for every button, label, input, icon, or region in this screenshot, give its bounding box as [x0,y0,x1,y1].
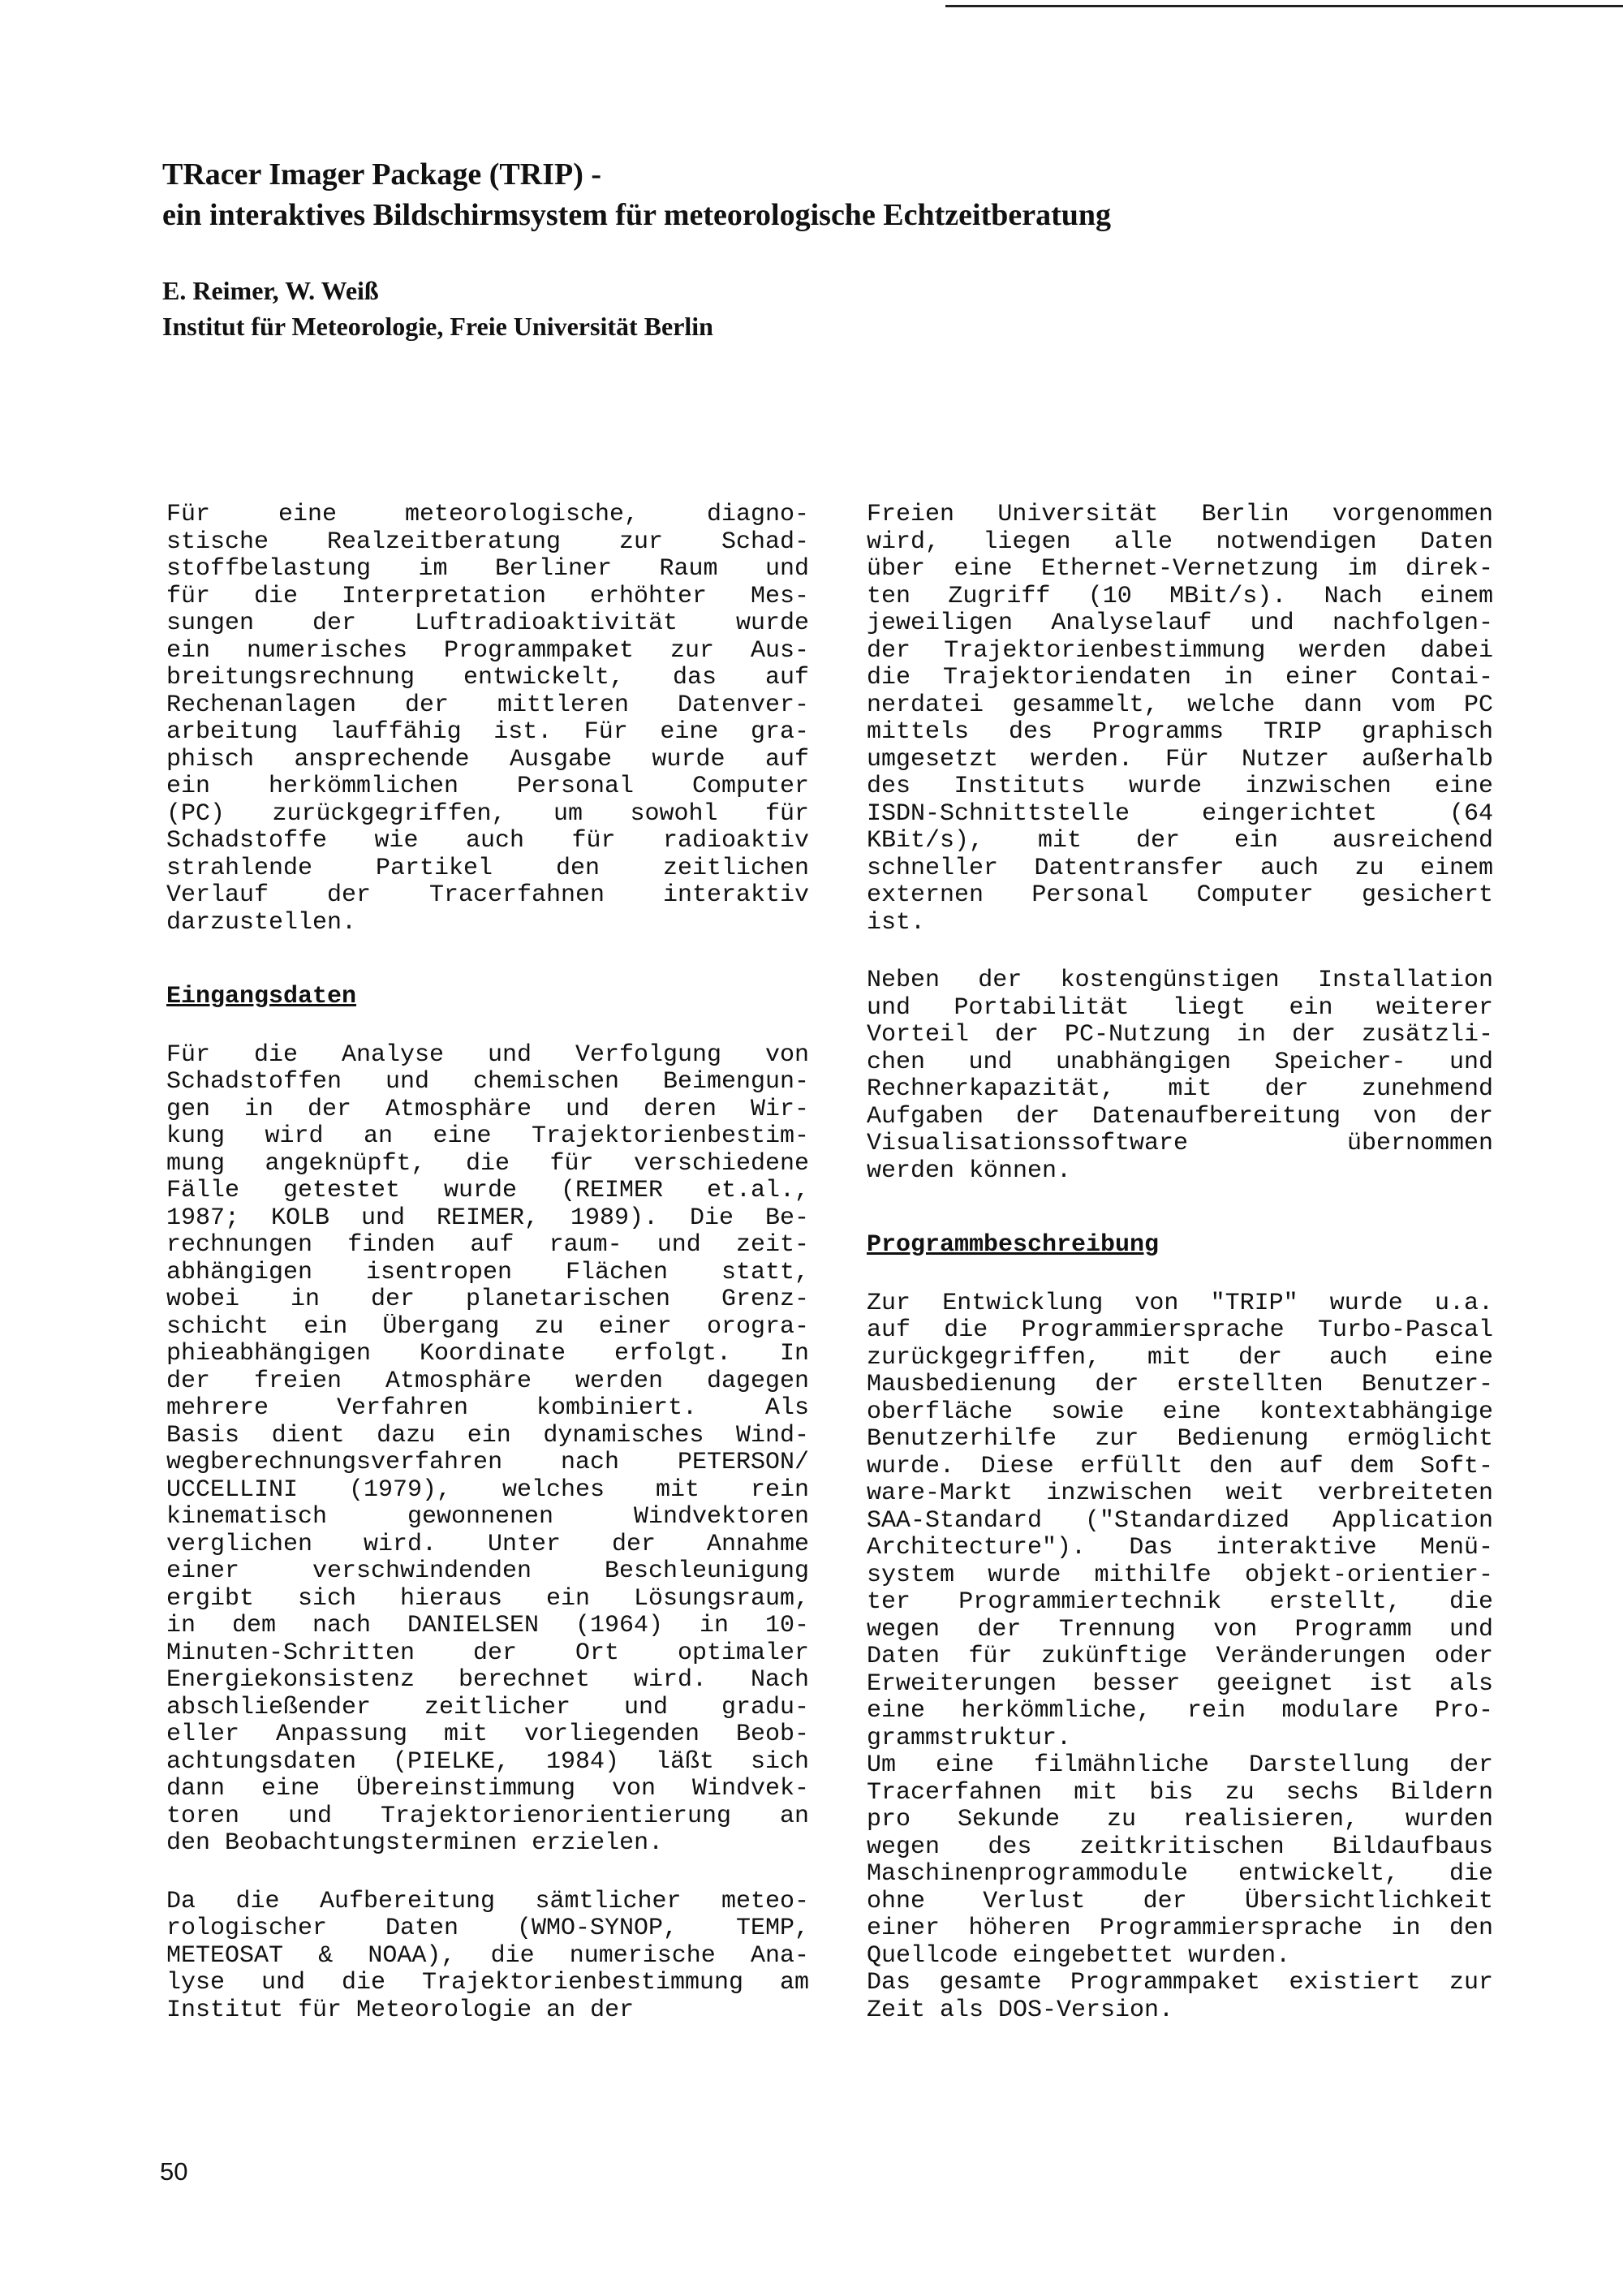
text-line: den Beobachtungsterminen erzielen. [166,1830,664,1857]
text-line: Verlauf der Tracerfahnen interaktiv [166,882,809,909]
text-line: abschließender zeitlicher und gradu- [166,1694,809,1721]
text-line: Für die Analyse und Verfolgung von [166,1041,809,1069]
paper-header [162,154,1501,344]
section-heading-eingangsdaten: Eingangsdaten [166,983,357,1010]
text-line: 1987; KOLB und REIMER, 1989). Die Be- [166,1204,809,1232]
text-line: ein numerisches Programmpaket zur Aus- [166,637,809,665]
text-line: Visualisationssoftware übernommen [867,1131,1493,1157]
text-line: Benutzerhilfe zur Bedienung ermöglicht [867,1426,1493,1453]
paragraph [867,967,1493,1185]
text-line: wegen der Trennung von Programm und [867,1616,1493,1643]
text-line: werden können. [867,1157,1072,1185]
text-line: Daten für zukünftige Veränderungen oder [867,1643,1493,1670]
text-line: wobei in der planetarischen Grenz- [166,1286,809,1313]
text-line: darzustellen. [166,909,357,937]
text-line: kung wird an eine Trajektorienbestim- [166,1123,809,1150]
text-line: nerdatei gesammelt, welche dann vom PC [867,691,1493,719]
text-line: auf die Programmiersprache Turbo-Pascal [867,1317,1493,1344]
text-line: SAA-Standard ("Standardized Application [867,1507,1493,1535]
text-line: dann eine Übereinstimmung von Windvek- [166,1776,809,1803]
text-line: arbeitung lauffähig ist. Für eine gra- [166,719,809,746]
text-line: wurde. Diese erfüllt den auf dem Soft- [867,1453,1493,1480]
text-line: UCCELLINI (1979), welches mit rein [166,1476,809,1504]
text-line: rologischer Daten (WMO-SYNOP, TEMP, [166,1915,809,1942]
text-line: METEOSAT & NOAA), die numerische Ana- [166,1942,809,1970]
text-line: abhängigen isentropen Flächen statt, [166,1259,809,1286]
text-line: schneller Datentransfer auch zu einem [867,855,1493,882]
text-line: kinematisch gewonnenen Windvektoren [166,1504,809,1531]
text-line: ter Programmiertechnik erstellt, die [867,1589,1493,1616]
paragraph [867,502,1493,937]
text-line: Um eine filmähnliche Darstellung der [867,1752,1493,1779]
top-rule [945,5,1623,7]
text-line: Für eine meteorologische, diagno- [166,502,809,528]
text-line: rechnungen finden auf raum- und zeit- [166,1232,809,1259]
text-line: über eine Ethernet-Vernetzung im direk- [867,556,1493,583]
paragraph [166,1889,809,2025]
text-line: Quellcode eingebettet wurden. [867,1942,1291,1970]
text-line: Rechnerkapazität, mit der zunehmend [867,1076,1493,1103]
text-line: Das gesamte Programmpaket existiert zur [867,1970,1493,1997]
text-line: gen in der Atmosphäre und deren Wir- [166,1096,809,1123]
text-line: einer verschwindenden Beschleunigung [166,1558,809,1585]
text-line: strahlende Partikel den zeitlichen [166,855,809,882]
text-line: Fälle getestet wurde (REIMER et.al., [166,1178,809,1204]
text-line: Schadstoffen und chemischen Beimengun- [166,1069,809,1096]
text-line: toren und Trajektorienorientierung an [166,1803,809,1830]
text-line: Mausbedienung der erstellten Benutzer- [867,1372,1493,1398]
text-line: Freien Universität Berlin vorgenommen [867,502,1493,528]
text-line: umgesetzt werden. Für Nutzer außerhalb [867,746,1493,773]
text-line: wegberechnungsverfahren nach PETERSON/ [166,1450,809,1476]
text-line: einer höheren Programmiersprache in den [867,1915,1493,1942]
text-line: externen Personal Computer gesichert [867,882,1493,909]
text-line: lyse und die Trajektorienbestimmung am [166,1970,809,1997]
author-affiliation: Institut für Meteorologie, Freie Universität Berlin [162,312,713,341]
text-line: ware-Markt inzwischen weit verbreiteten [867,1480,1493,1507]
section-heading-programmbeschreibung: Programmbeschreibung [867,1231,1160,1259]
text-line: Maschinenprogrammodule entwickelt, die [867,1861,1493,1888]
text-line: Energiekonsistenz berechnet wird. Nach [166,1667,809,1694]
text-line: ten Zugriff (10 MBit/s). Nach einem [867,583,1493,610]
text-line: der Trajektorienbestimmung werden dabei [867,637,1493,665]
text-line: grammstruktur. [867,1725,1072,1752]
paragraph [867,1290,1493,2025]
text-line: der freien Atmosphäre werden dagegen [166,1368,809,1395]
text-line: system wurde mithilfe objekt-orientier- [867,1562,1493,1589]
text-line: in dem nach DANIELSEN (1964) in 10- [166,1613,809,1639]
text-line: Schadstoffe wie auch für radioaktiv [166,828,809,855]
text-line: ohne Verlust der Übersichtlichkeit [867,1888,1493,1915]
text-line: sungen der Luftradioaktivität wurde [166,610,809,637]
paragraph [166,502,809,937]
title-line: TRacer Imager Package (TRIP) - [162,157,602,192]
text-line: jeweiligen Analyselauf und nachfolgen- [867,610,1493,637]
text-line: Vorteil der PC-Nutzung in der zusätzli- [867,1022,1493,1049]
paragraph [166,1042,809,1858]
text-line: für die Interpretation erhöhter Mes- [166,583,809,610]
text-line: mittels des Programms TRIP graphisch [867,719,1493,746]
text-line: (PC) zurückgegriffen, um sowohl für [166,800,809,828]
page-number: 50 [160,2157,188,2186]
text-line: Erweiterungen besser geeignet ist als [867,1670,1493,1698]
author-names: E. Reimer, W. Weiß [162,276,379,305]
text-line: Zur Entwicklung von "TRIP" wurde u.a. [867,1290,1493,1317]
text-line: mehrere Verfahren kombiniert. Als [166,1395,809,1422]
text-line: phisch ansprechende Ausgabe wurde auf [166,746,809,773]
text-line: mung angeknüpft, die für verschiedene [166,1150,809,1178]
text-line: Rechenanlagen der mittleren Datenver- [166,691,809,719]
text-line: oberfläche sowie eine kontextabhängige [867,1398,1493,1426]
text-line: ergibt sich hieraus ein Lösungsraum, [166,1585,809,1613]
text-line: chen und unabhängigen Speicher- und [867,1049,1493,1076]
text-line: phieabhängigen Koordinate erfolgt. In [166,1341,809,1368]
text-line: und Portabilität liegt ein weiterer [867,994,1493,1022]
text-line: eine herkömmliche, rein modulare Pro- [867,1698,1493,1725]
text-line: schicht ein Übergang zu einer orogra- [166,1313,809,1341]
text-line: eller Anpassung mit vorliegenden Beob- [166,1721,809,1748]
text-line: Zeit als DOS-Version. [867,1997,1174,2024]
text-line: Institut für Meteorologie an der [166,1997,635,2024]
text-line: wird, liegen alle notwendigen Daten [867,528,1493,556]
left-column [166,502,809,2024]
text-line: verglichen wird. Unter der Annahme [166,1531,809,1558]
author-block [162,273,1501,344]
text-line: des Instituts wurde inzwischen eine [867,773,1493,800]
text-line: pro Sekunde zu realisieren, wurden [867,1807,1493,1833]
text-line: Da die Aufbereitung sämtlicher meteo- [166,1888,809,1915]
text-line: Architecture"). Das interaktive Menü- [867,1535,1493,1562]
text-line: Basis dient dazu ein dynamisches Wind- [166,1422,809,1450]
text-line: ISDN-Schnittstelle eingerichtet (64 [867,800,1493,828]
text-line: KBit/s), mit der ein ausreichend [867,828,1493,855]
text-line: breitungsrechnung entwickelt, das auf [166,665,809,691]
text-line: ein herkömmlichen Personal Computer [166,773,809,800]
text-line: Minuten-Schritten der Ort optimaler [166,1639,809,1667]
text-line: zurückgegriffen, mit der auch eine [867,1344,1493,1372]
paper-title [162,154,1501,235]
text-line: wegen des zeitkritischen Bildaufbaus [867,1833,1493,1861]
text-line: stoffbelastung im Berliner Raum und [166,556,809,583]
text-line: ist. [867,909,926,937]
text-line: achtungsdaten (PIELKE, 1984) läßt sich [166,1748,809,1776]
text-line: Tracerfahnen mit bis zu sechs Bildern [867,1779,1493,1807]
title-line: ein interaktives Bildschirmsystem für meteorologische Echtzeitberatung [162,198,1112,232]
text-line: Neben der kostengünstigen Installation [867,967,1493,994]
right-column [867,502,1493,2024]
text-line: die Trajektoriendaten in einer Contai- [867,665,1493,691]
text-line: stische Realzeitberatung zur Schad- [166,528,809,556]
text-line: Aufgaben der Datenaufbereitung von der [867,1103,1493,1131]
